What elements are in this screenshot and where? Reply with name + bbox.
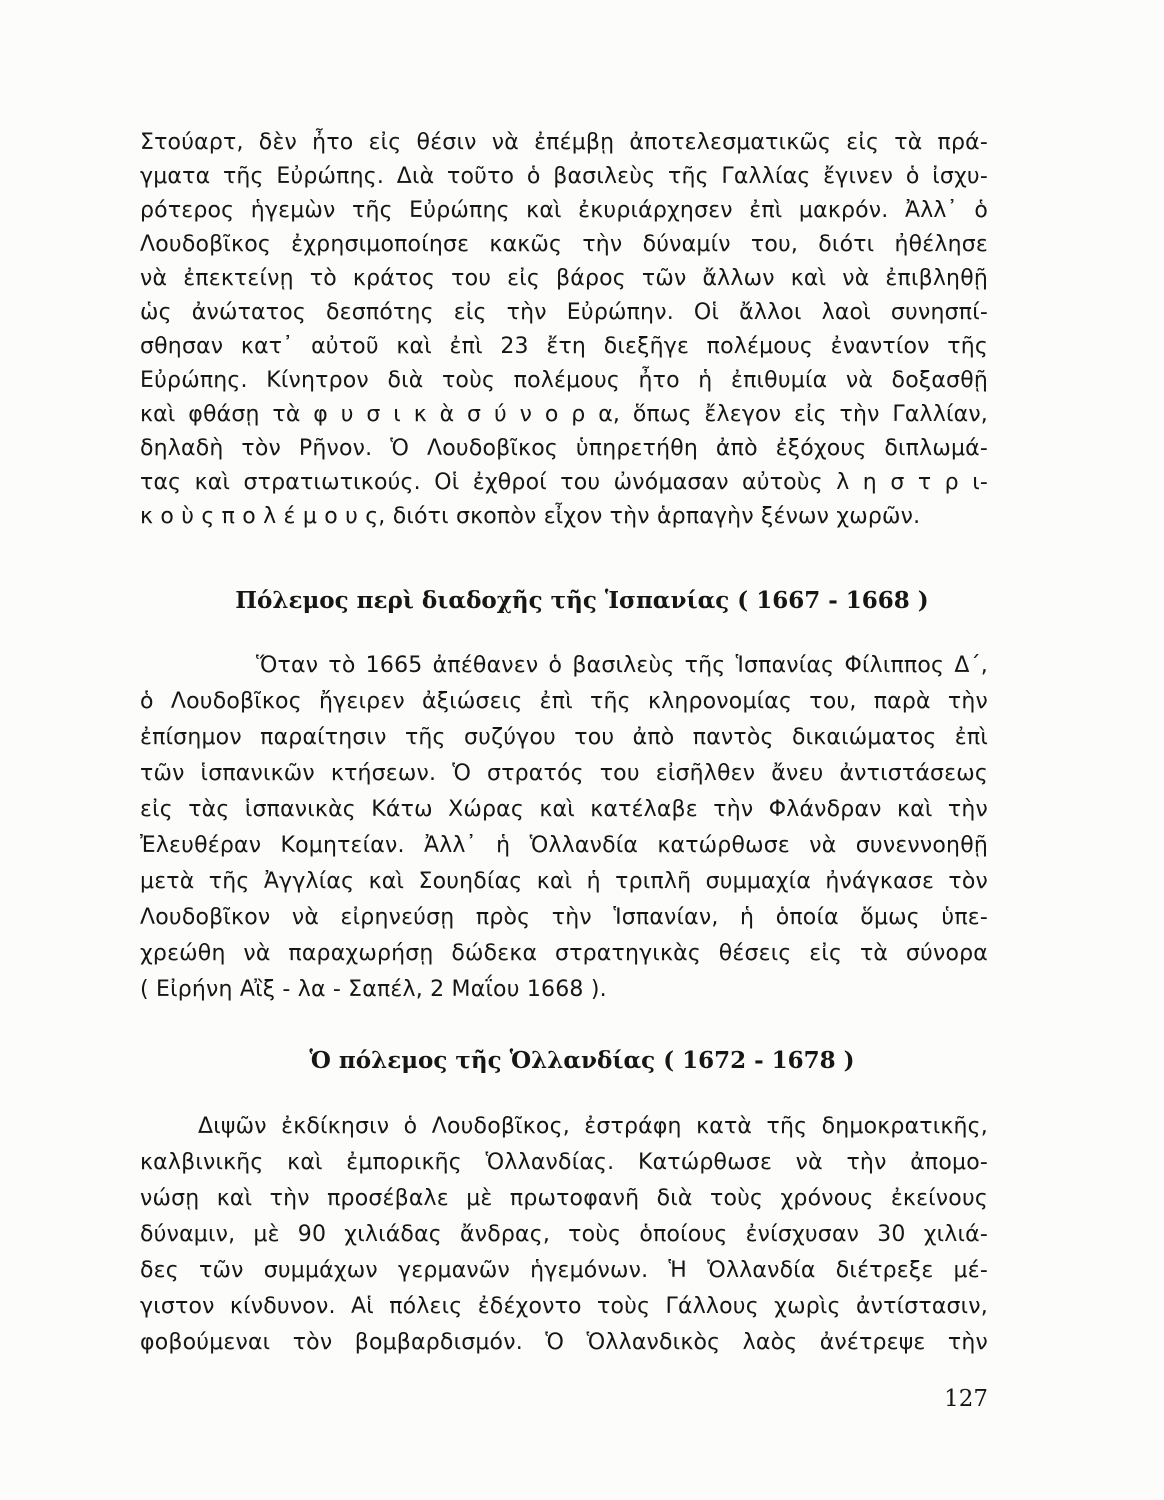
text-line: τας καὶ στρατιωτικούς. Οἱ ἐχθροί του ὠνόμασαν αὐτοὺς λ η σ τ ρ ι- (140, 470, 988, 495)
text-line: τῶν ἱσπανικῶν κτήσεων. Ὁ στρατός του εἰσῆλθεν ἄνευ ἀντιστάσεως (140, 761, 988, 786)
text-line: φοβούμεναι τὸν βομβαρδισμόν. Ὁ Ὁλλανδικὸς λαὸς ἀνέτρεψε τὴν (140, 1330, 988, 1355)
text-line: δηλαδὴ τὸν Ρῆνον. Ὁ Λουδοβῖκος ὑπηρετήθη ἀπὸ ἐξόχους διπλωμά- (140, 436, 988, 461)
page-number: 127 (944, 1386, 988, 1412)
text-line: ρότερος ἡγεμὼν τῆς Εὐρώπης καὶ ἐκυριάρχησεν ἐπὶ μακρόν. Ἀλλ᾽ ὁ (140, 198, 988, 223)
text-line: δύναμιν, μὲ 90 χιλιάδας ἄνδρας, τοὺς ὁποίους ἐνίσχυσαν 30 χιλιά- (140, 1222, 988, 1247)
text-line: ἐπίσημον παραίτησιν τῆς συζύγου του ἀπὸ παντὸς δικαιώματος ἐπὶ (140, 725, 988, 750)
text-line: καλβινικῆς καὶ ἐμπορικῆς Ὁλλανδίας. Κατώρθωσε νὰ τὴν ἀπομο- (140, 1150, 988, 1175)
text-line: εἰς τὰς ἱσπανικὰς Κάτω Χώρας καὶ κατέλαβε τὴν Φλάνδραν καὶ τὴν (140, 797, 988, 822)
text-line: Λουδοβῖκον νὰ εἰρηνεύσῃ πρὸς τὴν Ἱσπανίαν, ἡ ὁποία ὅμως ὑπε- (140, 905, 988, 930)
text-line: Ὅταν τὸ 1665 ἀπέθανεν ὁ βασιλεὺς τῆς Ἱσπανίας Φίλιππος Δ΄, (256, 653, 988, 678)
text-line: νὰ ἐπεκτείνῃ τὸ κράτος του εἰς βάρος τῶν ἄλλων καὶ νὰ ἐπιβληθῇ (140, 266, 988, 291)
text-line: κ ο ὺ ς π ο λ έ μ ο υ ς, διότι σκοπὸν εἶχον τὴν ἁρπαγὴν ξένων χωρῶν. (140, 504, 921, 529)
section-heading-spanish-succession: Πόλεμος περὶ διαδοχῆς τῆς Ἱσπανίας ( 1667 - 1668 ) (235, 587, 929, 614)
text-line: ( Εἰρήνη Αἲξ - λα - Σαπέλ, 2 Μαΐου 1668 ). (140, 977, 607, 1002)
text-line: δες τῶν συμμάχων γερμανῶν ἡγεμόνων. Ἡ Ὁλλανδία διέτρεξε μέ- (140, 1258, 988, 1283)
text-line: γματα τῆς Εὐρώπης. Διὰ τοῦτο ὁ βασιλεὺς τῆς Γαλλίας ἔγινεν ὁ ἰσχυ- (140, 164, 988, 189)
text-line: καὶ φθάσῃ τὰ φ υ σ ι κ ὰ σ ύ ν ο ρ α, ὅπως ἔλεγον εἰς τὴν Γαλλίαν, (140, 402, 988, 427)
text-line: ὡς ἀνώτατος δεσπότης εἰς τὴν Εὐρώπην. Οἱ ἄλλοι λαοὶ συνησπί- (140, 300, 988, 325)
text-line: ὁ Λουδοβῖκος ἤγειρεν ἀξιώσεις ἐπὶ τῆς κληρονομίας του, παρὰ τὴν (140, 689, 988, 714)
text-line: Εὐρώπης. Κίνητρον διὰ τοὺς πολέμους ἦτο ἡ ἐπιθυμία νὰ δοξασθῇ (140, 368, 988, 393)
text-line: χρεώθη νὰ παραχωρήσῃ δώδεκα στρατηγικὰς θέσεις εἰς τὰ σύνορα (140, 941, 988, 966)
text-line: Λουδοβῖκος ἐχρησιμοποίησε κακῶς τὴν δύναμίν του, διότι ἠθέλησε (140, 232, 988, 257)
text-line: Στούαρτ, δὲν ἦτο εἰς θέσιν νὰ ἐπέμβῃ ἀποτελεσματικῶς εἰς τὰ πρά- (140, 130, 988, 155)
text-line: σθησαν κατ᾽ αὐτοῦ καὶ ἐπὶ 23 ἔτη διεξῆγε πολέμους ἐναντίον τῆς (140, 334, 988, 359)
section-heading-dutch-war: Ὁ πόλεμος τῆς Ὁλλανδίας ( 1672 - 1678 ) (309, 1047, 855, 1074)
text-line: γιστον κίνδυνον. Αἱ πόλεις ἐδέχοντο τοὺς Γάλλους χωρὶς ἀντίστασιν, (140, 1294, 988, 1319)
text-line: Διψῶν ἐκδίκησιν ὁ Λουδοβῖκος, ἐστράφη κατὰ τῆς δημοκρατικῆς, (198, 1114, 988, 1139)
text-line: νώσῃ καὶ τὴν προσέβαλε μὲ πρωτοφανῆ διὰ τοὺς χρόνους ἐκείνους (140, 1186, 988, 1211)
text-line: Ἐλευθέραν Κομητείαν. Ἀλλ᾽ ἡ Ὁλλανδία κατώρθωσε νὰ συνεννοηθῇ (140, 833, 988, 858)
text-line: μετὰ τῆς Ἀγγλίας καὶ Σουηδίας καὶ ἡ τριπλῆ συμμαχία ἠνάγκασε τὸν (140, 869, 988, 894)
